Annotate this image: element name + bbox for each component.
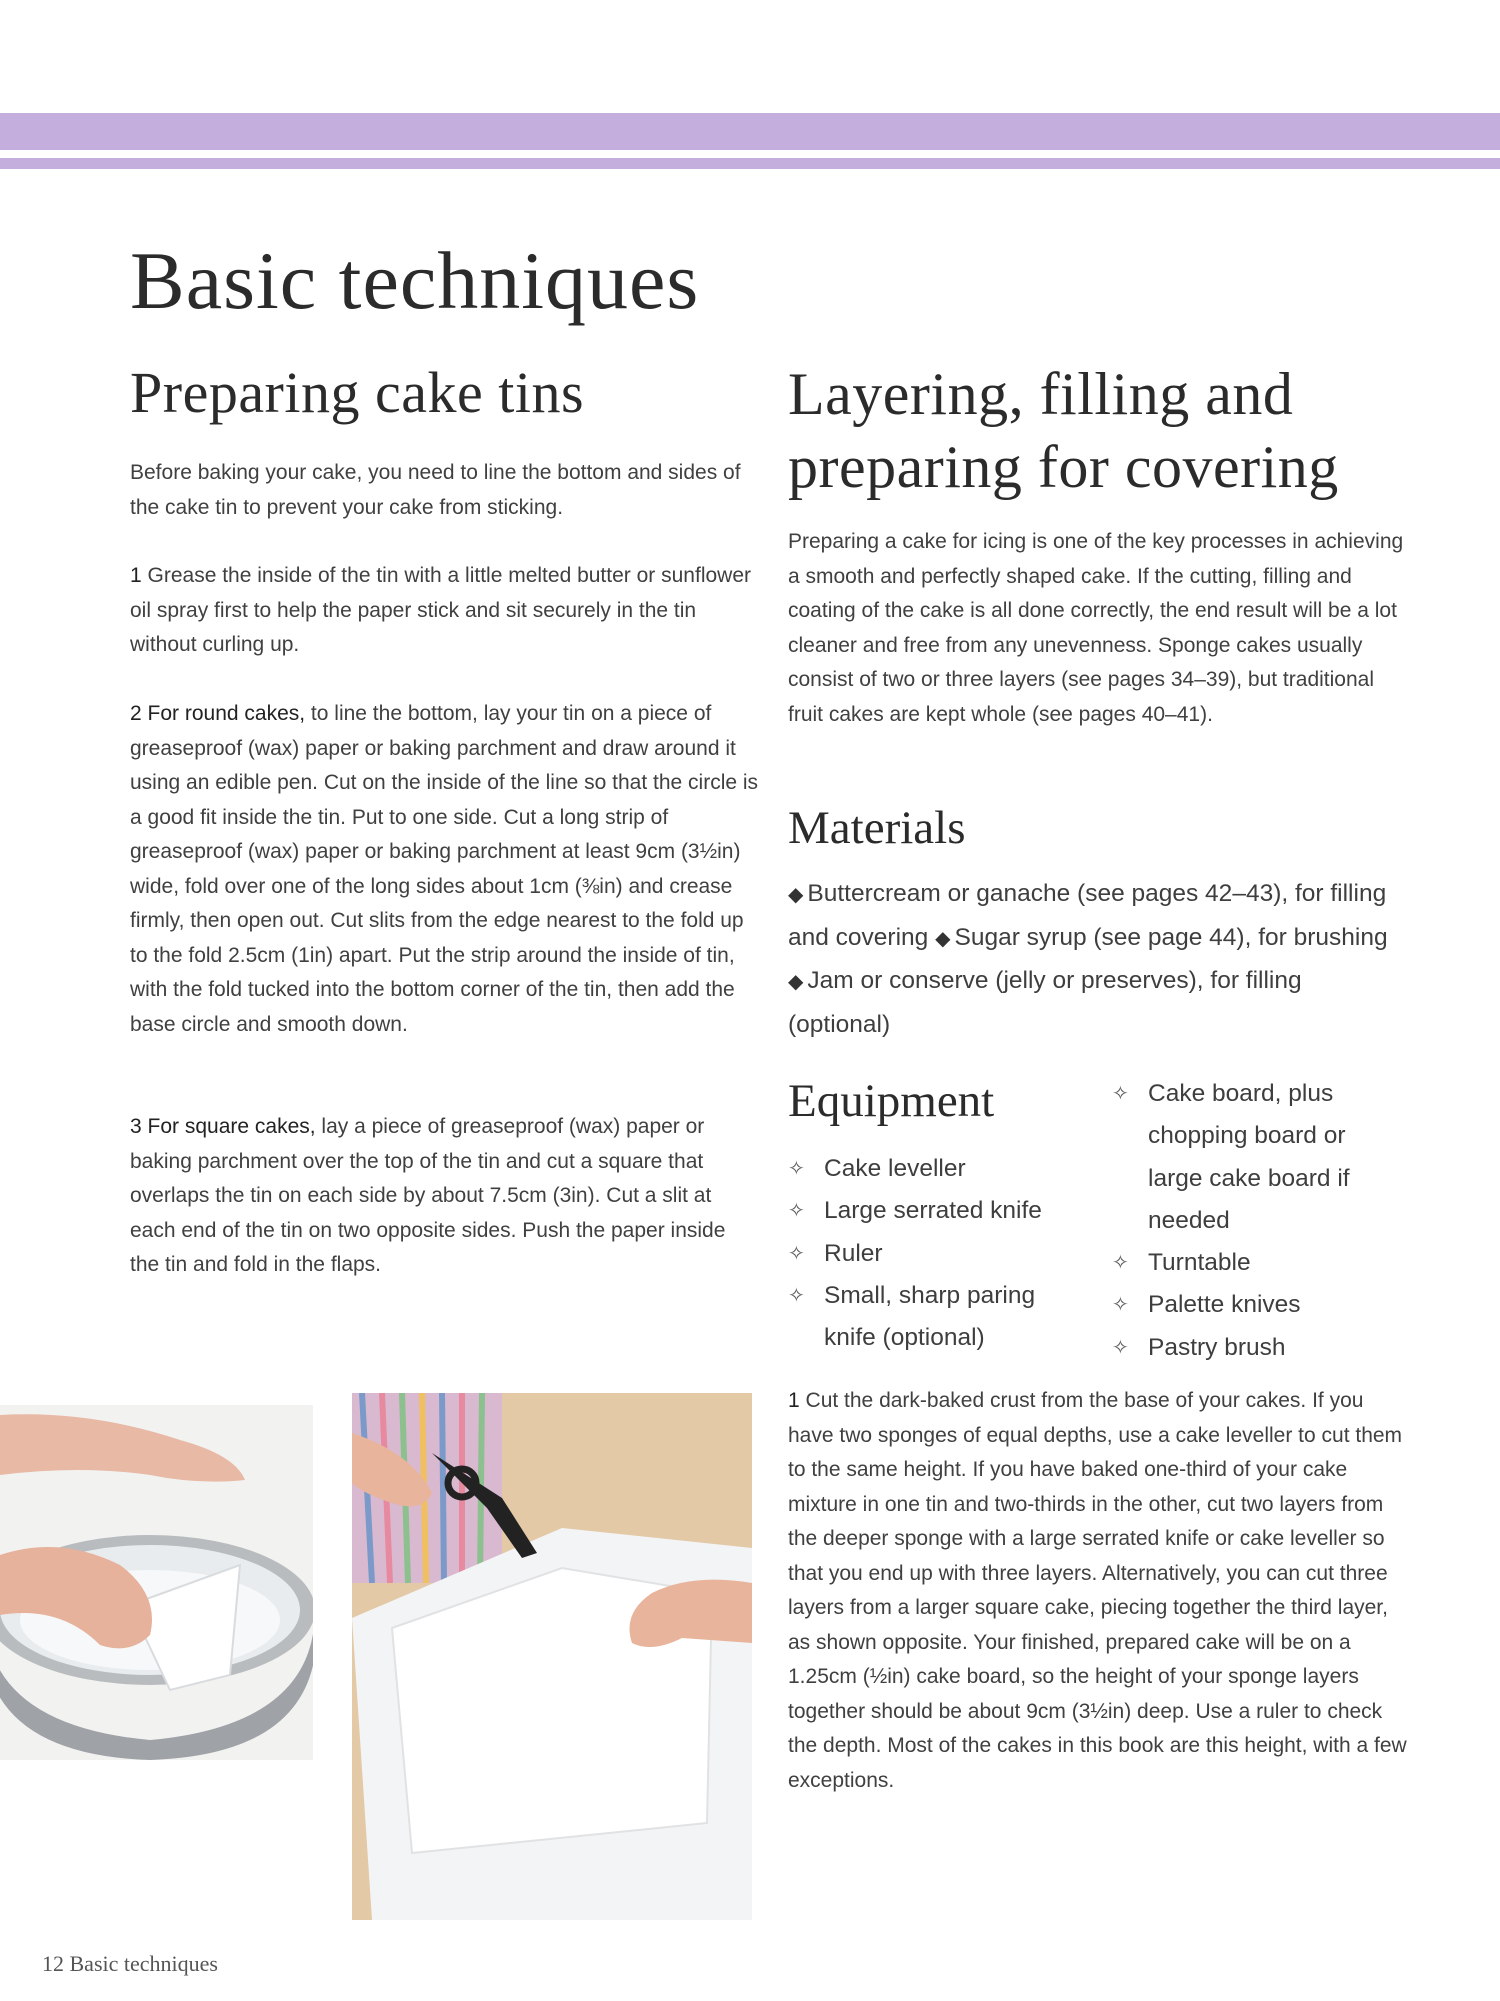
list-item: ✧ Small, sharp paring knife (optional) xyxy=(788,1275,1078,1360)
materials-heading: Materials xyxy=(788,802,966,854)
list-item: ✧ Palette knives xyxy=(1112,1284,1402,1326)
step-text: Grease the inside of the tin with a little melted butter or sunflower oil spray first to help the paper stick and sit securely in the tin without curling up. xyxy=(130,564,751,656)
section-heading-preparing-cake-tins: Preparing cake tins xyxy=(130,360,585,425)
section-heading-layering: Layering, filling and preparing for covering xyxy=(788,361,1339,500)
step-text: to line the bottom, lay your tin on a piece of greaseproof (wax) paper or baking parchment and draw around it using an edible pen. Cut on the inside of the line so that the circle is a good fit inside the tin. Put to one side. Cut a long strip of greaseproof (wax) paper or baking parchment at least 9cm (3½in) wide, fold over one of the long sides about 1cm (⅜in) and crease firmly, then open out. Cut slits from the edge nearest to the fold up to the fold 2.5cm (1in) apart. Put the strip around the inside of tin, with the fold tucked into the bottom corner of the tin, then add the base circle and smooth down. xyxy=(130,702,759,1036)
star-bullet-icon: ✧ xyxy=(1112,1252,1129,1275)
material-item: Buttercream or ganache (see pages 42–43), for filling and covering xyxy=(788,880,1387,951)
materials-list xyxy=(788,873,1408,1046)
star-bullet-icon: ✧ xyxy=(1112,1336,1129,1359)
step-number: 1 xyxy=(130,564,142,587)
list-item: ✧ Cake board, plus chopping board or large cake board if needed xyxy=(1112,1073,1402,1242)
prep-step-3 xyxy=(130,1110,760,1283)
layering-intro-paragraph: Preparing a cake for icing is one of the key processes in achieving a smooth and perfectly shaped cake. If the cutting, filling and coating of the cake is all done correctly, the end result will be a lot cleaner and free from any unevenness. Sponge cakes usually consist of two or three layers (see pages 34–39), but traditional fruit cakes are kept whole (see pages 40–41). xyxy=(788,530,1404,726)
star-bullet-icon: ✧ xyxy=(1112,1294,1129,1317)
star-bullet-icon: ✧ xyxy=(788,1284,805,1307)
page-title: Basic techniques xyxy=(130,235,700,326)
photo-illustration xyxy=(0,1405,313,1760)
list-item: ✧ Large serrated knife xyxy=(788,1190,1078,1232)
step-text: Cut the dark-baked crust from the base of your cakes. If you have two sponges of equal depths, use a cake leveller to cut them to the same height. If you have baked one-third of your cake mixture in one tin and two-thirds in the other, cut two layers from the deeper sponge with a large serrated knife or cake leveller so that you end up with three layers. Alternatively, you can cut three layers from a larger square cake, piecing together the third layer, as shown opposite. Your finished, prepared cake will be on a 1.25cm (½in) cake board, so the height of your sponge layers together should be about 9cm (3½in) deep. Use a ruler to check the depth. Most of the cakes in this book are this height, with a few exceptions. xyxy=(788,1389,1407,1792)
equipment-list-right xyxy=(1112,1073,1402,1369)
prep-intro-paragraph: Before baking your cake, you need to line the bottom and sides of the cake tin to prevent your cake from sticking. xyxy=(130,461,741,519)
header-rule xyxy=(0,158,1500,169)
step-text: lay a piece of greaseproof (wax) paper or baking parchment over the top of the tin and cut a square that overlaps the tin on each side by about 7.5cm (3in). Cut a slit at each end of the tin on two opposite sides. Push the paper inside the tin and fold in the flaps. xyxy=(130,1115,726,1276)
diamond-bullet-icon: ◆ xyxy=(788,884,804,906)
header-band xyxy=(0,113,1500,150)
step-number: 1 xyxy=(788,1389,800,1412)
step-lead: For square cakes, xyxy=(141,1115,316,1138)
star-bullet-icon: ✧ xyxy=(1112,1083,1129,1105)
material-item: Sugar syrup (see page 44), for brushing xyxy=(954,923,1388,951)
material-item: Jam or conserve (jelly or preserves), for filling (optional) xyxy=(788,967,1302,1038)
photo-cutting-square-paper xyxy=(352,1393,752,1920)
list-item: ✧ Ruler xyxy=(788,1233,1078,1275)
step-number: 2 xyxy=(130,702,142,725)
layering-step-1 xyxy=(788,1384,1408,1798)
list-item: ✧ Turntable xyxy=(1112,1242,1402,1284)
diamond-bullet-icon: ◆ xyxy=(935,927,951,950)
star-bullet-icon: ✧ xyxy=(788,1200,805,1223)
diamond-bullet-icon: ◆ xyxy=(788,971,804,993)
list-item: ✧ Cake leveller xyxy=(788,1148,1078,1190)
prep-step-2 xyxy=(130,697,760,1042)
list-item: ✧ Pastry brush xyxy=(1112,1327,1402,1369)
page-footer: 12 Basic techniques xyxy=(42,1951,218,1976)
photo-lining-round-tin xyxy=(0,1405,313,1760)
step-lead: For round cakes, xyxy=(141,702,306,725)
prep-step-1 xyxy=(130,559,760,663)
star-bullet-icon: ✧ xyxy=(788,1242,805,1265)
step-number: 3 xyxy=(130,1115,142,1138)
photo-illustration xyxy=(352,1393,752,1920)
equipment-heading: Equipment xyxy=(788,1075,995,1127)
equipment-list-left xyxy=(788,1148,1078,1359)
star-bullet-icon: ✧ xyxy=(788,1158,805,1180)
